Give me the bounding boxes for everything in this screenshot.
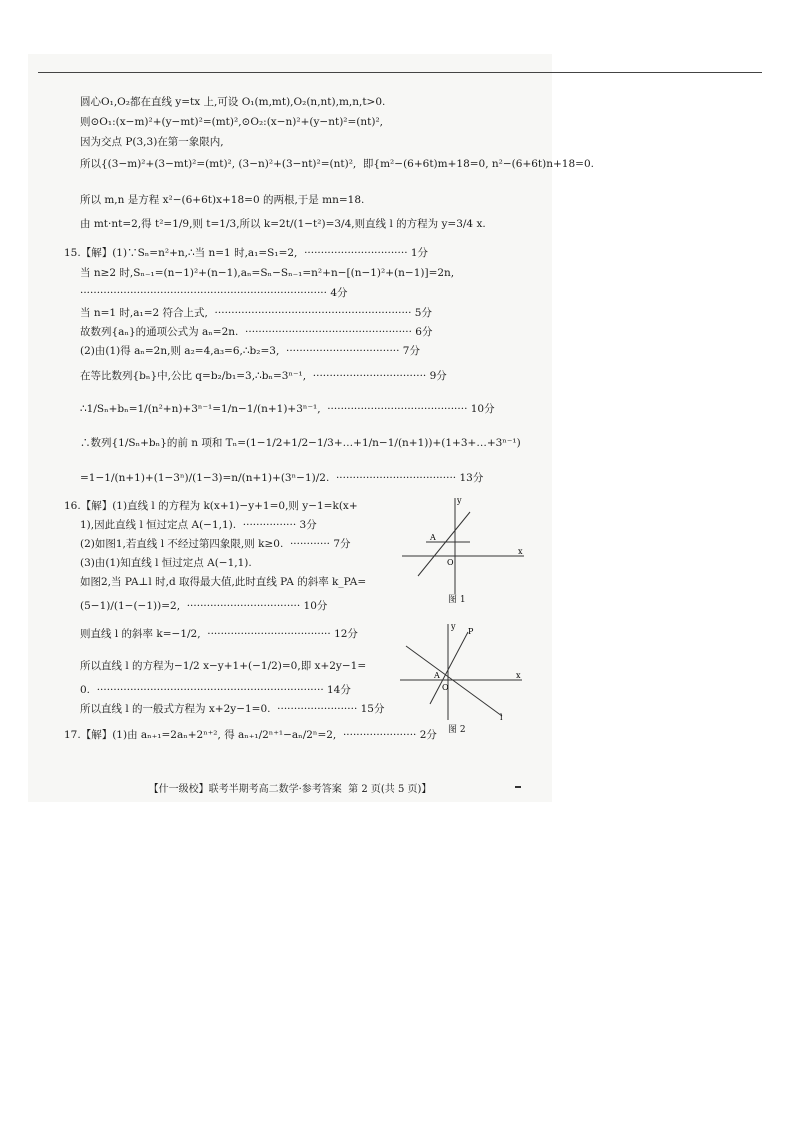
text-line: 当 n≥2 时,Sₙ₋₁=(n−1)²+(n−1),aₙ=Sₙ−Sₙ₋₁=n²+n−[(n−1)²+(n−1)]=2n,	[80, 267, 455, 279]
fig1-a-label: A	[430, 533, 436, 542]
figure-1-caption: 图 1	[448, 595, 466, 605]
text-line: ∴数列{1/Sₙ+bₙ}的前 n 项和 Tₙ=(1−1/2+1/2−1/3+…+1/n−1/(n+1))+(1+3+…+3ⁿ⁻¹)	[80, 437, 521, 449]
text-line: 故数列{aₙ}的通项公式为 aₙ=2n. ·················································· 6分	[80, 326, 433, 338]
text-line: ∴1/Sₙ+bₙ=1/(n²+n)+3ⁿ⁻¹=1/n−1/(n+1)+3ⁿ⁻¹, ·········································· 10分	[80, 403, 495, 415]
text-line: 由 mt·nt=2,得 t²=1/9,则 t=1/3,所以 k=2t/(1−t²)=3/4,则直线 l 的方程为 y=3/4 x.	[80, 218, 486, 230]
fig1-x-label: x	[518, 547, 523, 556]
text-line: 0. ···································································· 14分	[80, 684, 351, 696]
text-line: 所以 m,n 是方程 x²−(6+6t)x+18=0 的两根,于是 mn=18.	[80, 194, 365, 206]
fig2-a-label: A	[434, 671, 440, 680]
fig2-p-label: P	[468, 627, 474, 636]
text-line: ·········································································· 4分	[80, 287, 348, 299]
text-line: =1−1/(n+1)+(1−3ⁿ)/(1−3)=n/(n+1)+(3ⁿ−1)/2. ···································· 13分	[80, 472, 484, 484]
text-line: 16.【解】(1)直线 l 的方程为 k(x+1)−y+1=0,则 y−1=k(x+	[64, 500, 358, 512]
figure-1	[398, 494, 528, 599]
page-footer: 【什一级校】联考半期考高二数学·参考答案 第 2 页(共 5 页)】	[148, 784, 432, 795]
figure-2	[396, 620, 526, 724]
text-line: 则直线 l 的斜率 k=−1/2, ····································· 12分	[80, 628, 358, 640]
fig2-y-label: y	[451, 622, 456, 631]
text-line: (2)由(1)得 aₙ=2n,则 a₂=4,a₃=6,∴b₂=3, ·································· 7分	[80, 345, 420, 357]
text-line: (2)如图1,若直线 l 不经过第四象限,则 k≥0. ············ 7分	[80, 538, 351, 550]
header-rule	[38, 72, 762, 73]
text-line: 所以直线 l 的方程为−1/2 x−y+1+(−1/2)=0,即 x+2y−1=	[80, 660, 367, 672]
text-line: 圆心O₁,O₂都在直线 y=tx 上,可设 O₁(m,mt),O₂(n,nt),m,n,t>0.	[80, 96, 386, 108]
text-line: (5−1)/(1−(−1))=2, ·································· 10分	[80, 600, 328, 612]
text-line: 所以直线 l 的一般式方程为 x+2y−1=0. ························ 15分	[80, 703, 385, 715]
fig2-l-label: l	[500, 713, 503, 722]
text-line: 所以{(3−m)²+(3−mt)²=(mt)², (3−n)²+(3−nt)²=(nt)², 即{m²−(6+6t)m+18=0, n²−(6+6t)n+18=0.	[80, 158, 594, 170]
text-line: 17.【解】(1)由 aₙ₊₁=2aₙ+2ⁿ⁺², 得 aₙ₊₁/2ⁿ⁺¹−aₙ/2ⁿ=2, ······················ 2分	[64, 729, 437, 741]
text-line: 15.【解】(1)∵Sₙ=n²+n,∴当 n=1 时,a₁=S₁=2, ······························· 1分	[64, 247, 429, 259]
fig2-o-label: O	[442, 683, 449, 692]
corner-mark	[515, 786, 521, 788]
text-line: 则⊙O₁:(x−m)²+(y−mt)²=(mt)²,⊙O₂:(x−n)²+(y−nt)²=(nt)²,	[80, 116, 384, 128]
figure-2-caption: 图 2	[448, 725, 466, 735]
fig1-y-label: y	[457, 496, 462, 505]
text-line: (3)由(1)知直线 l 恒过定点 A(−1,1).	[80, 557, 252, 569]
fig1-o-label: O	[447, 558, 454, 567]
text-line: 在等比数列{bₙ}中,公比 q=b₂/b₁=3,∴bₙ=3ⁿ⁻¹, ·································· 9分	[80, 370, 447, 382]
text-line: 1),因此直线 l 恒过定点 A(−1,1). ················ 3分	[80, 519, 317, 531]
text-line: 如图2,当 PA⊥l 时,d 取得最大值,此时直线 PA 的斜率 k_PA=	[80, 576, 367, 588]
text-line: 当 n=1 时,a₁=2 符合上式, ··························································· 5分	[80, 307, 432, 319]
text-line: 因为交点 P(3,3)在第一象限内,	[80, 136, 224, 148]
fig2-x-label: x	[516, 671, 521, 680]
